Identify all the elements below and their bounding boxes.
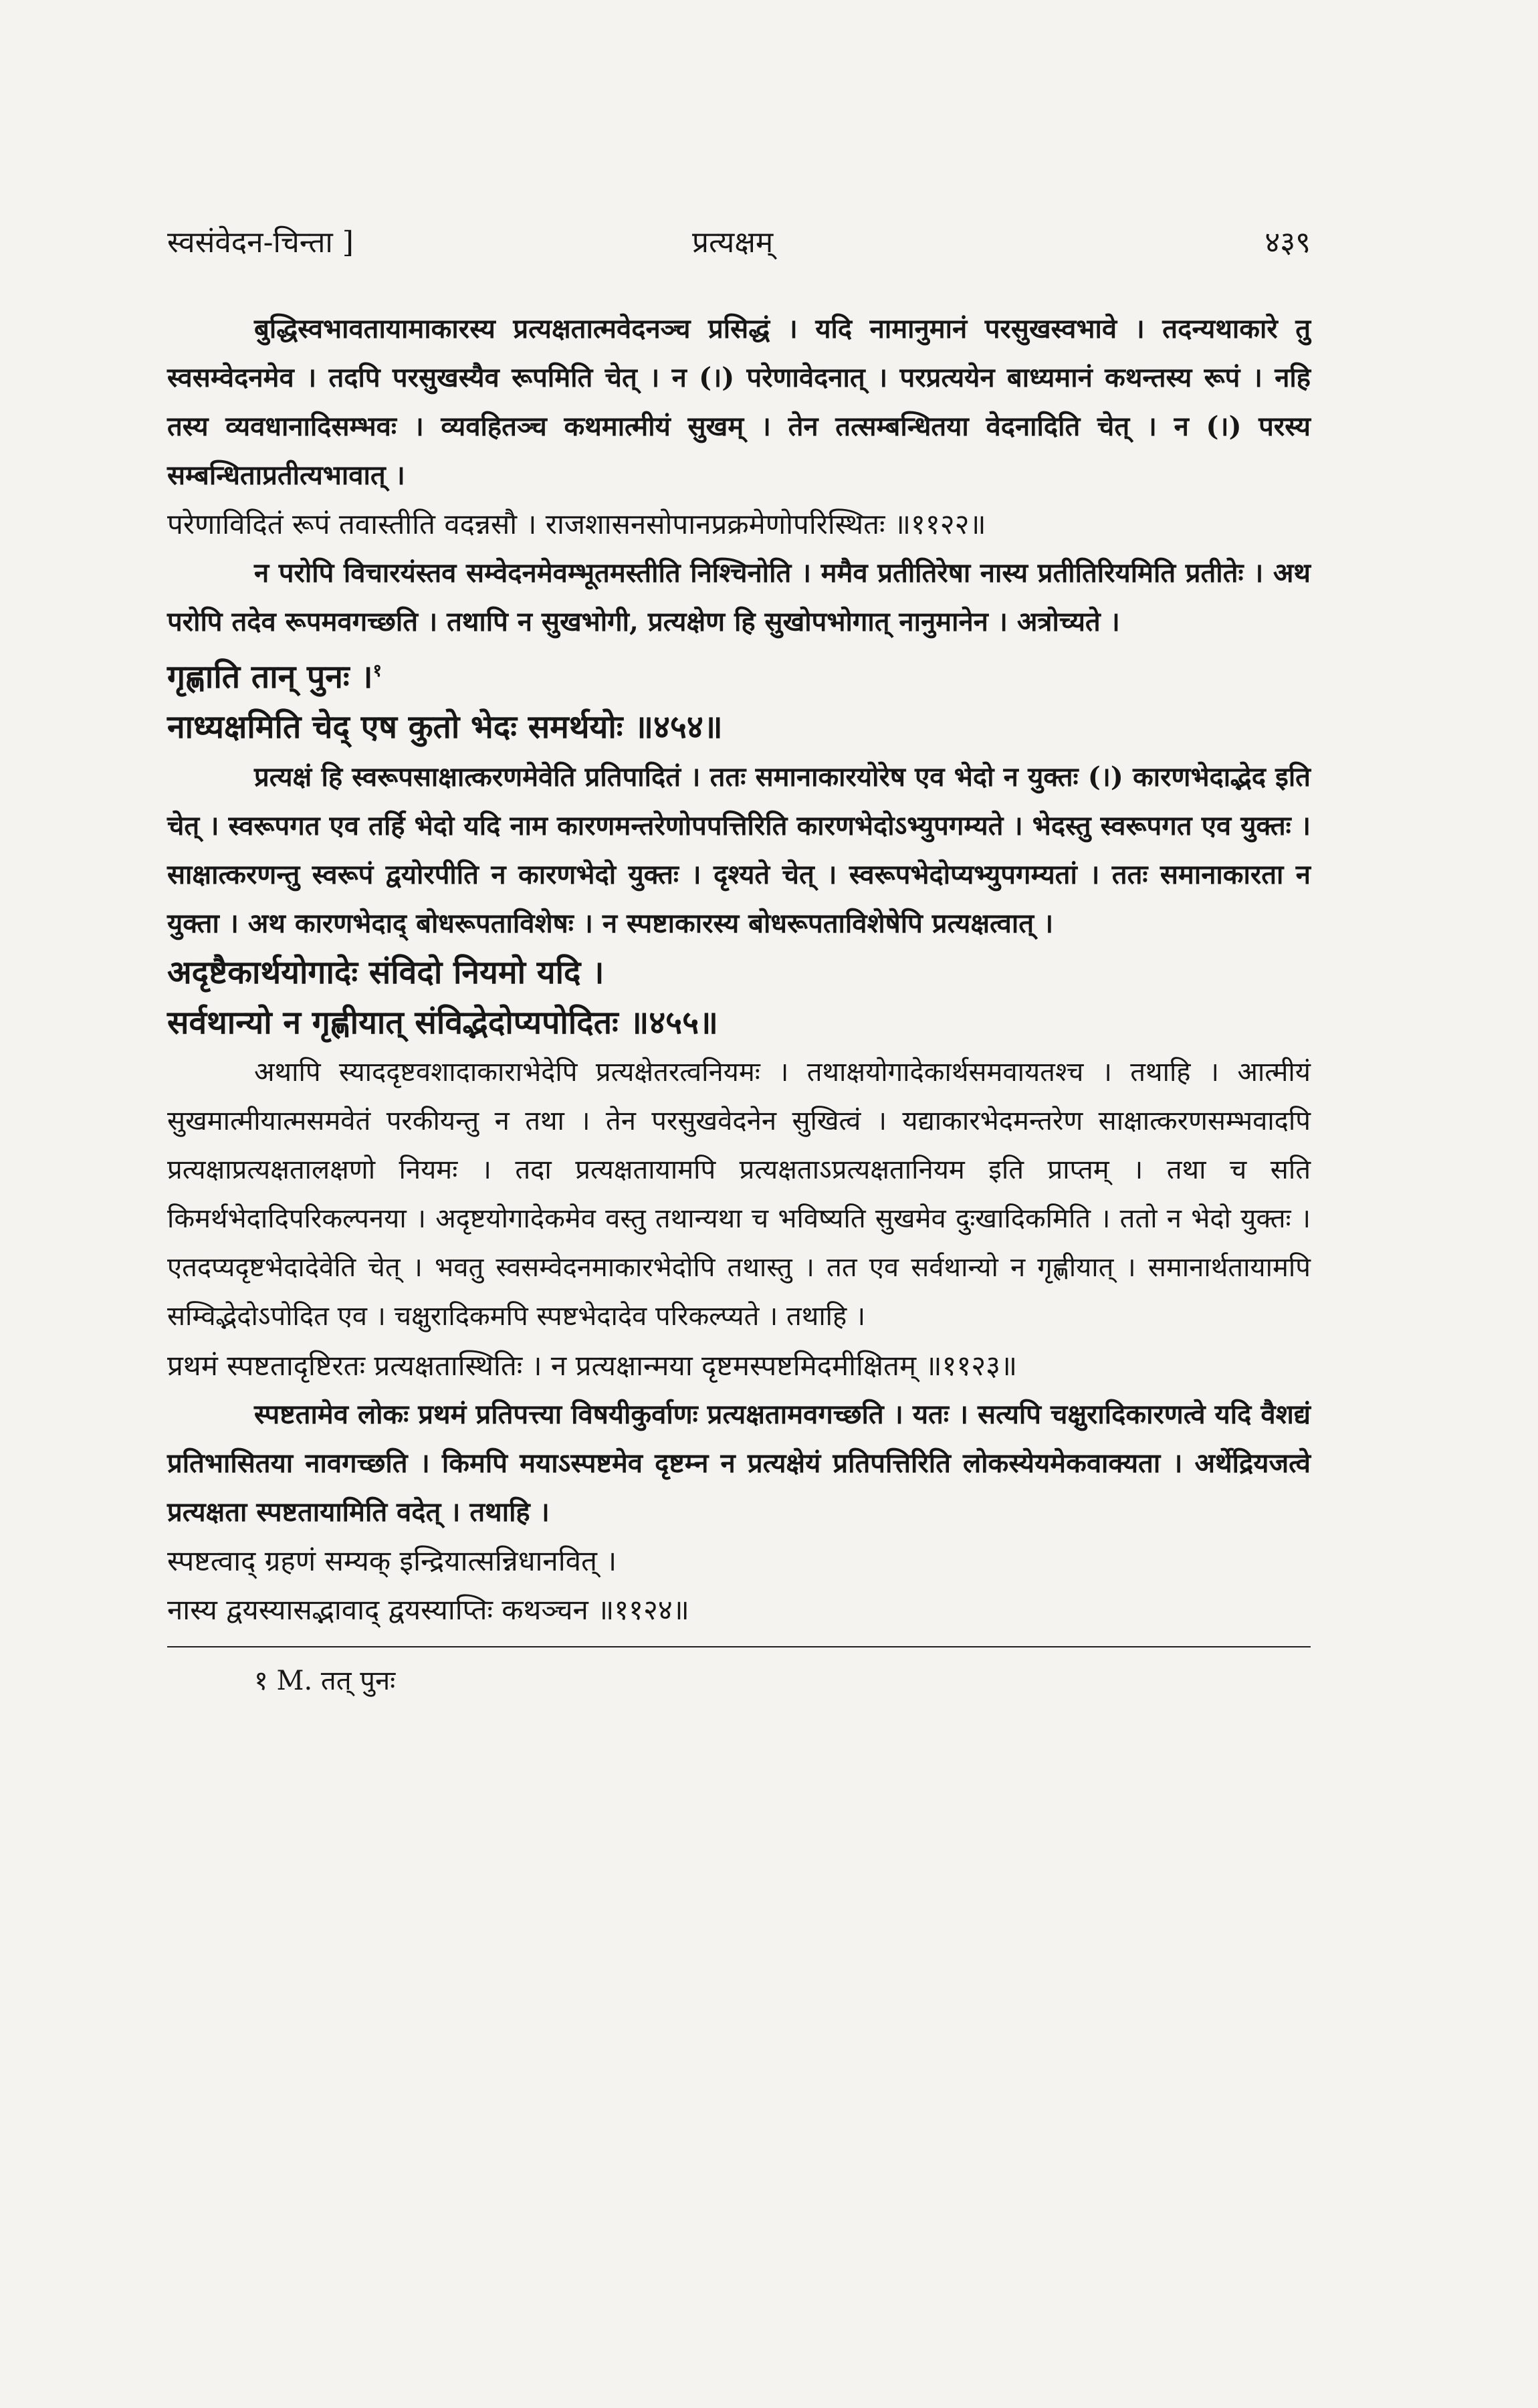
commentary-paragraph-3: प्रत्यक्षं हि स्वरूपसाक्षात्करणमेवेति प्रतिपादितं । ततः समानाकारयोरेष एव भेदो न युक्तः (।) कारणभेदाद्भेद इति चेत् । स्वरूपगत एव तर्हि भेदो यदि नाम कारणमन्तरेणोपपत्तिरिति कारणभेदोऽभ्युपगम्यते । भेदस्तु स्वरूपगत एव युक्तः । साक्षात्करणन्तु स्वरूपं द्वयोरपीति न कारणभेदो युक्तः । दृश्यते चेत् । स्वरूपभेदोप्यभ्युपगम्यतां । ततः समानाकारता न युक्ता । अथ कारणभेदाद् बोधरूपताविशेषः । न स्पष्टाकारस्य बोधरूपताविशेषेपि प्रत्यक्षत्वात् । xyxy=(167,761,1311,939)
verse-1123: प्रथमं स्पष्टतादृष्टिरतः प्रत्यक्षतास्थितिः । न प्रत्यक्षान्मया दृष्टमस्पष्टमिदमीक्षितम् ॥११२३॥ xyxy=(167,1349,1018,1382)
page-body xyxy=(167,304,1311,1706)
verse-1124-line-2: नास्य द्वयस्यासद्भावाद् द्वयस्याप्तिः कथञ्चन ॥११२४॥ xyxy=(167,1593,689,1626)
footnote xyxy=(167,1657,1311,1706)
verse-1124-line-1: स्पष्टत्वाद् ग्रहणं सम्यक् इन्द्रियात्सन्निधानवित् । xyxy=(167,1544,617,1577)
commentary-paragraph-4: अथापि स्याददृष्टवशादाकाराभेदेपि प्रत्यक्षेतरत्वनियमः । तथाक्षयोगादेकार्थसमवायतश्च । तथाहि । आत्मीयं सुखमात्मीयात्मसमवेतं परकीयन्तु न तथा । तेन परसुखवेदनेन सुखित्वं । यद्याकारभेदमन्तरेण साक्षात्करणसम्भवादपि प्रत्यक्षाप्रत्यक्षतालक्षणो नियमः । तदा प्रत्यक्षतायामपि प्रत्यक्षताऽप्रत्यक्षतानियम इति प्राप्तम् । तथा च सति किमर्थभेदादिपरिकल्पनया । अदृष्टयोगादेकमेव वस्तु तथान्यथा च भविष्यति सुखमेव दुःखादिकमिति । ततो न भेदो युक्तः । एतदप्यदृष्टभेदादेवेति चेत् । भवतु स्वसम्वेदनमाकारभेदोपि तथास्तु । तत एव सर्वथान्यो न गृह्णीयात् । समानार्थतायामपि सम्विद्भेदोऽपोदित एव । चक्षुरादिकमपि स्पष्टभेदादेव परिकल्प्यते । तथाहि । xyxy=(167,1057,1311,1332)
footnote-marker: १ xyxy=(372,661,382,681)
karika-455-line-2: सर्वथान्यो न गृह्णीयात् संविद्भेदोप्यपोदितः ॥४५५॥ xyxy=(167,1004,718,1041)
section-title: स्वसंवेदन-चिन्ता ] xyxy=(167,225,354,260)
verse-1122: परेणाविदितं रूपं तवास्तीति वदन्नसौ । राजशासनसोपानप्रक्रमेणोपरिस्थितः ॥११२२॥ xyxy=(167,508,986,540)
footnote-text: M. तत् पुनः xyxy=(276,1666,396,1696)
commentary-paragraph-2: न परोपि विचारयंस्तव सम्वेदनमेवम्भूतमस्तीति निश्चिनोति । ममैव प्रतीतिरेषा नास्य प्रतीतिरियमिति प्रतीतेः । अथ परोपि तदेव रूपमवगच्छति । तथापि न सुखभोगी, प्रत्यक्षेण हि सुखोपभोगात् नानुमानेन । अत्रोच्यते । xyxy=(167,557,1311,637)
commentary-paragraph-5: स्पष्टतामेव लोकः प्रथमं प्रतिपत्त्या विषयीकुर्वाणः प्रत्यक्षतामवगच्छति । यतः । सत्यपि चक्षुरादिकारणत्वे यदि वैशद्यं प्रतिभासितया नावगच्छति । किमपि मयाऽस्पष्टमेव दृष्टम्न न प्रत्यक्षेयं प्रतिपत्तिरिति लोकस्येयमेकवाक्यता । अर्थेद्रियजत्वे प्रत्यक्षता स्पष्टतायामिति वदेत् । तथाहि । xyxy=(167,1399,1311,1528)
page-number: ४३९ xyxy=(1265,225,1311,260)
karika-454-line-1-text: गृह्णाति तान् पुनः । xyxy=(167,658,373,696)
chapter-title: प्रत्यक्षम् xyxy=(692,225,774,260)
footnote-divider xyxy=(167,1646,1311,1647)
karika-454-line-1 xyxy=(167,646,1311,702)
footnote-number: १ xyxy=(254,1666,268,1696)
karika-454-line-2: नाध्यक्षमिति चेद् एष कुतो भेदः समर्थयोः ॥४५४॥ xyxy=(167,708,723,746)
karika-455-line-1: अदृष्टैकार्थयोगादेः संविदो नियमो यदि । xyxy=(167,954,605,991)
commentary-paragraph-1: बुद्धिस्वभावतायामाकारस्य प्रत्यक्षतात्मवेदनञ्च प्रसिद्धं । यदि नामानुमानं परसुखस्वभावे । तदन्यथाकारे तु स्वसम्वेदनमेव । तदपि परसुखस्यैव रूपमिति चेत् । न (।) परेणावेदनात् । परप्रत्ययेन बाध्यमानं कथन्तस्य रूपं । नहि तस्य व्यवधानादिसम्भवः । व्यवहितञ्च कथमात्मीयं सुखम् । तेन तत्सम्बन्धितया वेदनादिति चेत् । न (।) परस्य सम्बन्धिताप्रतीत्यभावात् । xyxy=(167,313,1311,491)
running-header xyxy=(167,221,1311,268)
